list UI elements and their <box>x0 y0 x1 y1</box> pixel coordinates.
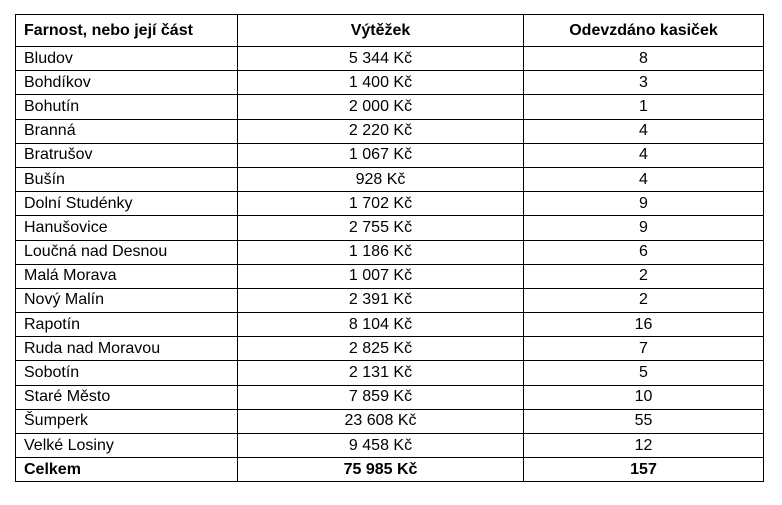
table-row <box>16 361 764 385</box>
table-row <box>16 192 764 216</box>
count-cell: 10 <box>524 385 764 409</box>
table-row <box>16 95 764 119</box>
amount-cell: 7 859 Kč <box>238 385 524 409</box>
header-row <box>16 15 764 47</box>
count-cell: 4 <box>524 143 764 167</box>
amount-cell: 8 104 Kč <box>238 313 524 337</box>
amount-cell: 1 400 Kč <box>238 71 524 95</box>
count-cell: 2 <box>524 264 764 288</box>
amount-cell: 1 007 Kč <box>238 264 524 288</box>
amount-cell: 2 131 Kč <box>238 361 524 385</box>
table-row <box>16 288 764 312</box>
count-cell: 16 <box>524 313 764 337</box>
amount-cell: 1 702 Kč <box>238 192 524 216</box>
parish-name: Malá Morava <box>16 264 238 288</box>
amount-cell: 1 186 Kč <box>238 240 524 264</box>
parish-name: Bohutín <box>16 95 238 119</box>
table-row <box>16 167 764 191</box>
amount-cell: 928 Kč <box>238 167 524 191</box>
amount-cell: 1 067 Kč <box>238 143 524 167</box>
parish-name: Branná <box>16 119 238 143</box>
count-cell: 2 <box>524 288 764 312</box>
parish-name: Rapotín <box>16 313 238 337</box>
total-row <box>16 458 764 482</box>
amount-cell: 5 344 Kč <box>238 47 524 71</box>
count-cell: 4 <box>524 119 764 143</box>
count-cell: 12 <box>524 434 764 458</box>
amount-cell: 2 220 Kč <box>238 119 524 143</box>
count-cell: 7 <box>524 337 764 361</box>
parish-name: Bludov <box>16 47 238 71</box>
parish-name: Loučná nad Desnou <box>16 240 238 264</box>
header-boxes-count: Odevzdáno kasiček <box>524 15 764 47</box>
count-cell: 3 <box>524 71 764 95</box>
count-cell: 4 <box>524 167 764 191</box>
header-amount: Výtěžek <box>238 15 524 47</box>
total-count: 157 <box>524 458 764 482</box>
parish-name: Sobotín <box>16 361 238 385</box>
amount-cell: 9 458 Kč <box>238 434 524 458</box>
header-parish: Farnost, nebo její část <box>16 15 238 47</box>
table-row <box>16 434 764 458</box>
parish-name: Bratrušov <box>16 143 238 167</box>
table-row <box>16 47 764 71</box>
amount-cell: 23 608 Kč <box>238 409 524 433</box>
count-cell: 1 <box>524 95 764 119</box>
table-row <box>16 240 764 264</box>
table-row <box>16 264 764 288</box>
parish-name: Šumperk <box>16 409 238 433</box>
table-row <box>16 143 764 167</box>
amount-cell: 2 391 Kč <box>238 288 524 312</box>
parish-name: Hanušovice <box>16 216 238 240</box>
table-row <box>16 385 764 409</box>
table-row <box>16 71 764 95</box>
count-cell: 8 <box>524 47 764 71</box>
table-row <box>16 337 764 361</box>
parish-name: Nový Malín <box>16 288 238 312</box>
collection-table <box>15 14 764 482</box>
count-cell: 6 <box>524 240 764 264</box>
count-cell: 5 <box>524 361 764 385</box>
amount-cell: 2 755 Kč <box>238 216 524 240</box>
table-row <box>16 119 764 143</box>
amount-cell: 2 000 Kč <box>238 95 524 119</box>
parish-name: Bohdíkov <box>16 71 238 95</box>
table-row <box>16 409 764 433</box>
table-row <box>16 313 764 337</box>
table-row <box>16 216 764 240</box>
parish-name: Dolní Studénky <box>16 192 238 216</box>
count-cell: 9 <box>524 216 764 240</box>
count-cell: 9 <box>524 192 764 216</box>
parish-name: Ruda nad Moravou <box>16 337 238 361</box>
parish-name: Staré Město <box>16 385 238 409</box>
count-cell: 55 <box>524 409 764 433</box>
amount-cell: 2 825 Kč <box>238 337 524 361</box>
parish-name: Bušín <box>16 167 238 191</box>
total-label: Celkem <box>16 458 238 482</box>
parish-name: Velké Losiny <box>16 434 238 458</box>
total-amount: 75 985 Kč <box>238 458 524 482</box>
